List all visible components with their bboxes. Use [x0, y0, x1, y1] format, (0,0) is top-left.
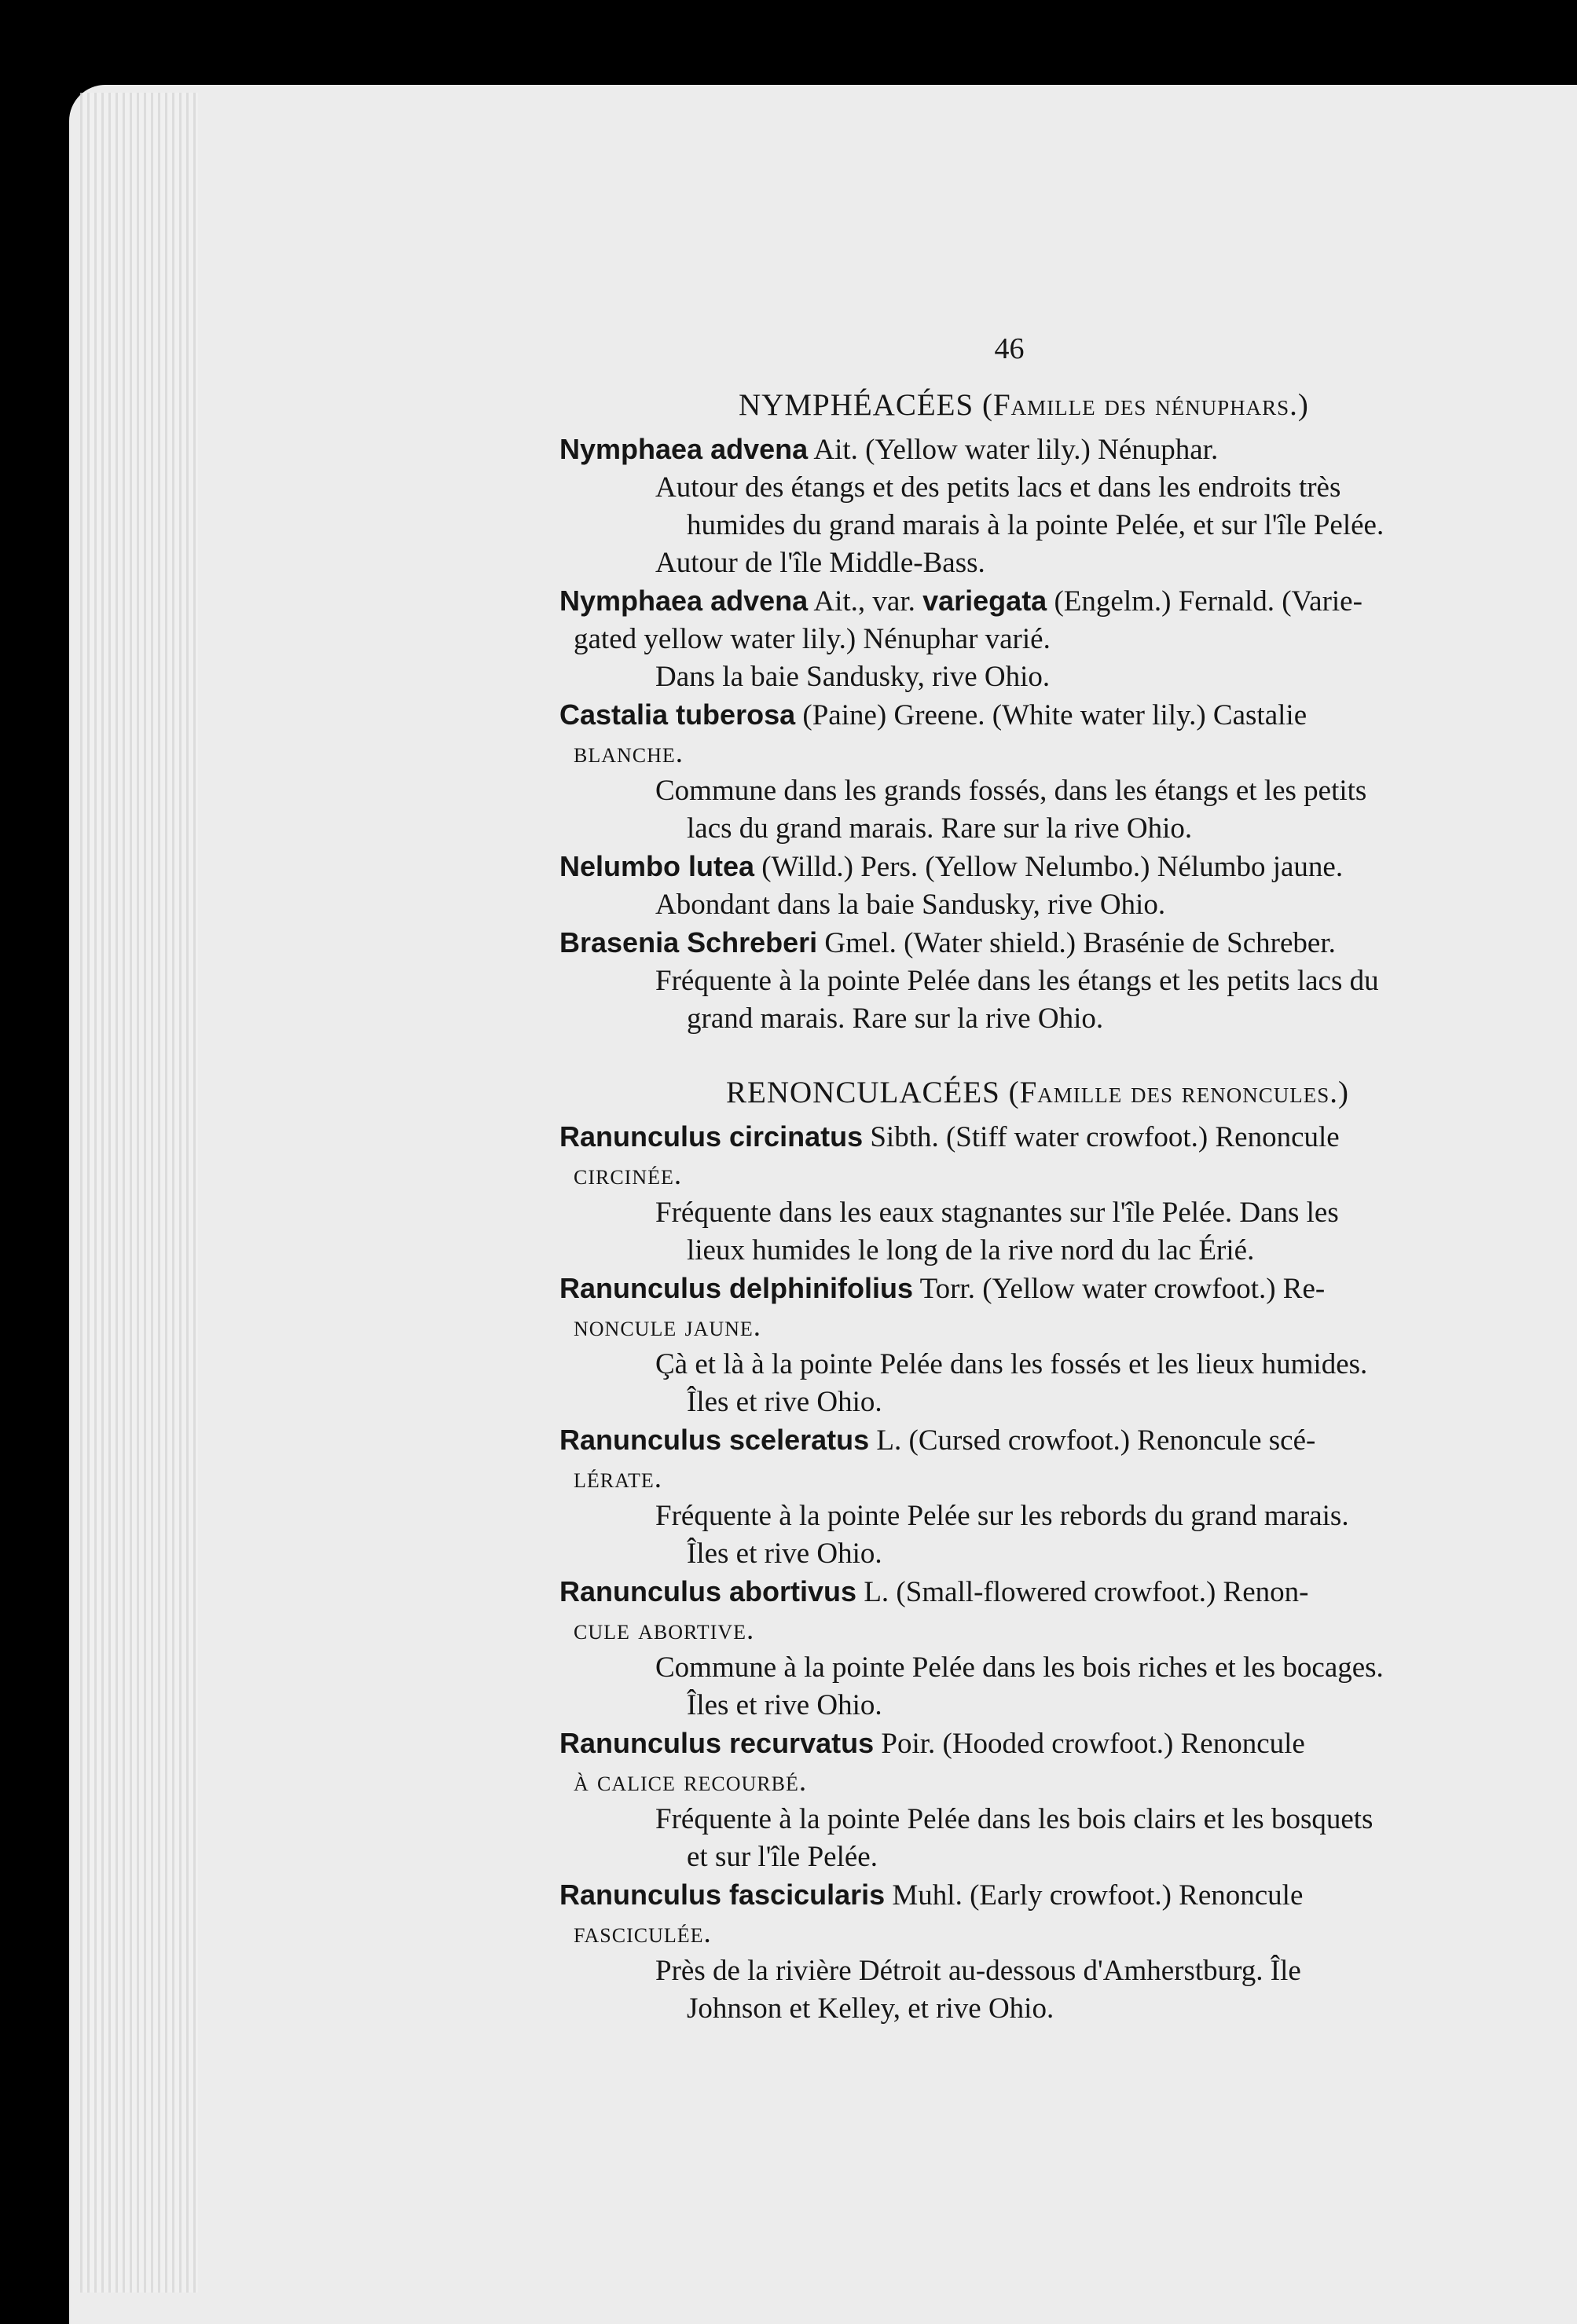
species-name: Ranunculus sceleratus — [559, 1424, 870, 1456]
entry-description-cont: humides du grand marais à la pointe Pelée, et sur l'île Pelée. — [687, 509, 1384, 541]
entry-description: Çà et là à la pointe Pelée dans les fossés et les lieux humides. — [655, 1348, 1368, 1380]
section-title: RENONCULACÉES — [726, 1076, 1000, 1109]
species-name: Brasenia Schreberi — [559, 926, 818, 959]
entry-description-cont: Îles et rive Ohio. — [687, 1689, 882, 1721]
entry-line — [559, 1270, 1577, 1308]
entry-brasenia-schreberi — [559, 924, 1577, 1038]
entry-line — [559, 431, 1577, 469]
variety-name: variegata — [922, 585, 1047, 617]
entry-description-cont: Îles et rive Ohio. — [687, 1538, 882, 1570]
entry-ranunculus-fascicularis — [559, 1876, 1577, 2028]
species-details: (Engelm.) Fernald. (Varie- — [1047, 585, 1362, 618]
species-details: Torr. (Yellow water crowfoot.) Re- — [913, 1273, 1326, 1305]
species-details: Sibth. (Stiff water crowfoot.) Renoncule — [863, 1121, 1340, 1153]
entry-line — [559, 696, 1577, 735]
entry-ranunculus-recurvatus — [559, 1725, 1577, 1876]
species-name: Ranunculus circinatus — [559, 1120, 864, 1153]
species-details: L. (Small-flowered crowfoot.) Renon- — [856, 1576, 1309, 1608]
entry-description-cont: grand marais. Rare sur la rive Ohio. — [687, 1003, 1104, 1035]
section-heading-nympheacees — [739, 387, 1577, 424]
species-details: Poir. (Hooded crowfoot.) Renoncule — [874, 1728, 1305, 1760]
species-details: Ait. (Yellow water lily.) Nénuphar. — [808, 434, 1219, 466]
entry-description: Autour des étangs et des petits lacs et dans les endroits très — [655, 471, 1341, 504]
entry-wrap: noncule jaune. — [574, 1310, 762, 1343]
entry-ranunculus-circinatus — [559, 1118, 1577, 1270]
entry-description: Fréquente dans les eaux stagnantes sur l'île Pelée. Dans les — [655, 1197, 1339, 1229]
entry-description-extra: Autour de l'île Middle-Bass. — [655, 547, 985, 579]
entry-line — [559, 1876, 1577, 1915]
species-name: Castalia tuberosa — [559, 698, 796, 731]
entry-wrap: circinée. — [574, 1159, 683, 1191]
entry-wrap: à calice recourbé. — [574, 1765, 808, 1798]
entry-line — [559, 1421, 1577, 1460]
section-family: (Famille des renoncules.) — [1008, 1076, 1349, 1109]
entry-line — [559, 924, 1577, 962]
entry-description-cont: lacs du grand marais. Rare sur la rive Ohio. — [687, 812, 1193, 845]
species-name: Ranunculus delphinifolius — [559, 1272, 913, 1304]
page-text — [559, 330, 1577, 2028]
entry-wrap: cule abortive. — [574, 1614, 755, 1646]
entry-line — [559, 1725, 1577, 1763]
entry-description: Commune à la pointe Pelée dans les bois riches et les bocages. — [655, 1651, 1384, 1684]
species-name: Ranunculus fascicularis — [559, 1879, 886, 1911]
entry-nelumbo-lutea — [559, 848, 1577, 924]
entry-description: Commune dans les grands fossés, dans les étangs et les petits — [655, 775, 1367, 807]
species-name: Ranunculus abortivus — [559, 1575, 857, 1607]
entry-ranunculus-sceleratus — [559, 1421, 1577, 1573]
entry-wrap: lérate. — [574, 1462, 663, 1494]
species-details: (Willd.) Pers. (Yellow Nelumbo.) Nélumbo jaune. — [754, 851, 1344, 883]
entry-line — [559, 582, 1577, 621]
entry-nymphaea-advena — [559, 431, 1577, 582]
entry-wrap: blanche. — [574, 737, 684, 769]
section-family: (Famille des nénuphars.) — [981, 388, 1309, 422]
entry-description: Fréquente à la pointe Pelée dans les étangs et les petits lacs du — [655, 965, 1379, 997]
entry-description-cont: lieux humides le long de la rive nord du lac Érié. — [687, 1234, 1255, 1266]
entry-description: Près de la rivière Détroit au-dessous d'Amherstburg. Île — [655, 1955, 1301, 1987]
entry-description-cont: Îles et rive Ohio. — [687, 1386, 882, 1418]
entry-ranunculus-abortivus — [559, 1573, 1577, 1725]
species-details: L. (Cursed crowfoot.) Renoncule scé- — [869, 1424, 1316, 1457]
entry-nymphaea-advena-variegata — [559, 582, 1577, 696]
species-details: Gmel. (Water shield.) Brasénie de Schreber. — [817, 927, 1336, 959]
entry-wrap: fasciculée. — [574, 1917, 712, 1949]
species-name: Nymphaea advena — [559, 585, 809, 617]
entry-line — [559, 1118, 1577, 1157]
species-name: Nelumbo lutea — [559, 850, 755, 882]
entry-wrap: gated yellow water lily.) Nénuphar varié. — [574, 623, 1051, 655]
page-edges — [80, 93, 198, 2293]
section-heading-renonculacees — [726, 1074, 1577, 1112]
species-name: Ranunculus recurvatus — [559, 1727, 875, 1759]
entry-description: Abondant dans la baie Sandusky, rive Ohio. — [655, 889, 1166, 921]
entry-description-cont: Johnson et Kelley, et rive Ohio. — [687, 1992, 1054, 2025]
entry-description: Dans la baie Sandusky, rive Ohio. — [655, 661, 1051, 693]
entry-ranunculus-delphinifolius — [559, 1270, 1577, 1421]
entry-description: Fréquente à la pointe Pelée sur les rebords du grand marais. — [655, 1500, 1349, 1532]
species-details: (Paine) Greene. (White water lily.) Castalie — [795, 699, 1307, 731]
entry-castalia-tuberosa — [559, 696, 1577, 848]
entry-description-cont: et sur l'île Pelée. — [687, 1841, 878, 1873]
entry-line — [559, 848, 1577, 886]
species-details: Muhl. (Early crowfoot.) Renoncule — [885, 1879, 1304, 1912]
page-number: 46 — [994, 332, 1025, 365]
section-title: NYMPHÉACÉES — [739, 388, 974, 422]
entry-description: Fréquente à la pointe Pelée dans les bois clairs et les bosquets — [655, 1803, 1373, 1835]
entry-line — [559, 1573, 1577, 1611]
species-mid: Ait., var. — [808, 585, 923, 618]
species-name: Nymphaea advena — [559, 433, 809, 465]
